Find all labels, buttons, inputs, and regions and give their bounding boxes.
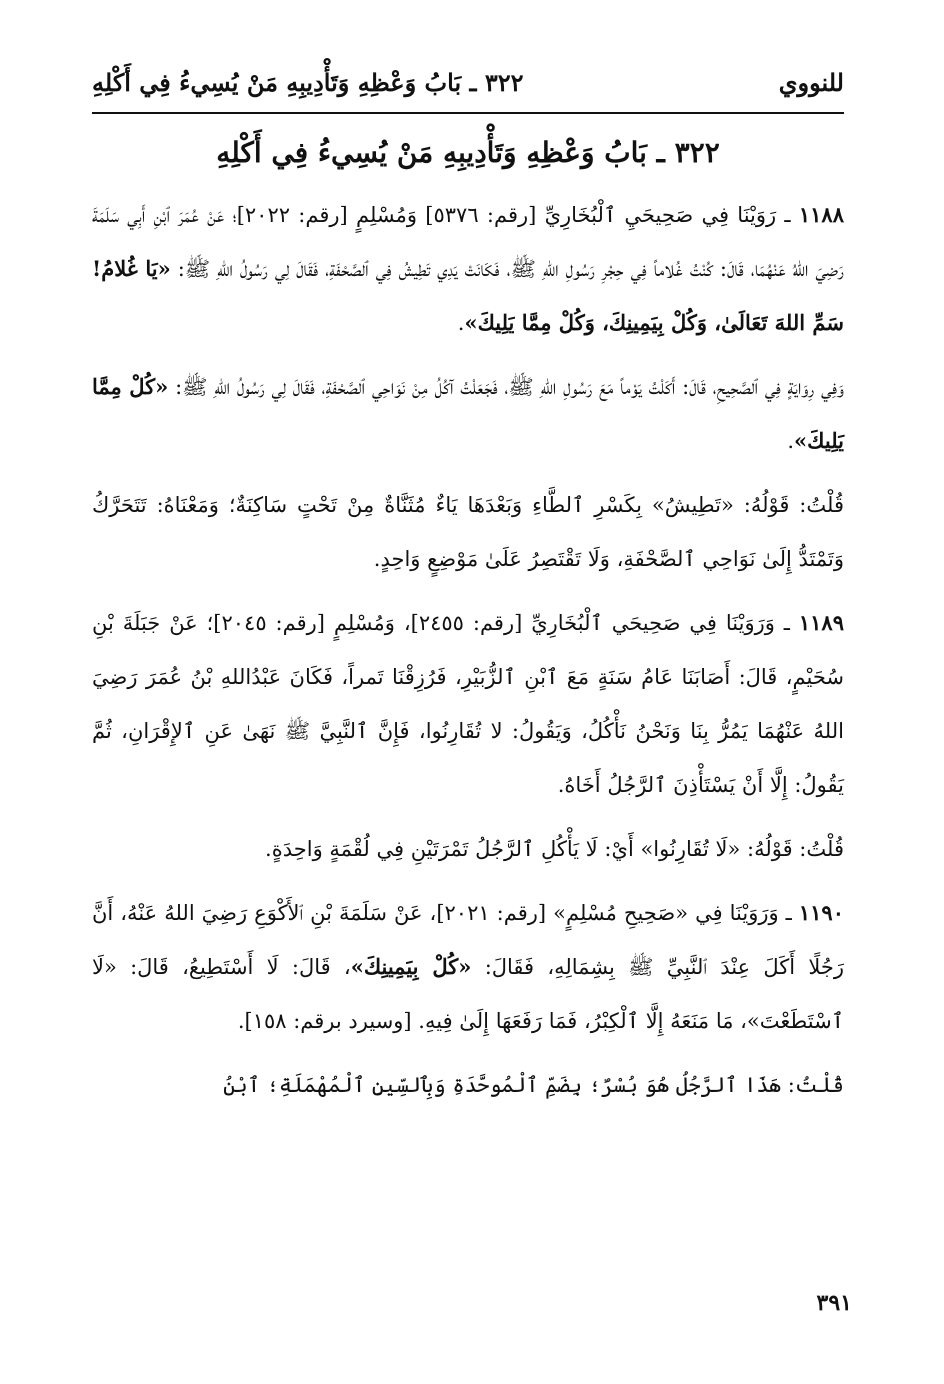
- header-chapter: ٣٢٢ ـ بَابُ وَعْظِهِ وَتَأْدِيبِهِ مَنْ يُسِيءُ فِي أَكْلِهِ: [92, 68, 524, 97]
- paragraph-text: قُلْتُ: قَوْلُهُ: «تَطِيشُ» بِكَسْرِ ٱلطَّاءِ وَبَعْدَهَا يَاءٌ مُثَنَّاةٌ مِنْ تَحْتٍ سَاكِنَةٌ؛ وَمَعْنَاهُ: تَتَحَرَّكُ وَتَمْتَدُّ إِلَىٰ نَوَاحِي ٱلصَّحْفَةِ، وَلَا تَقْتَصِرُ عَلَىٰ مَوْضِعٍ وَاحِدٍ.: [92, 493, 844, 571]
- paragraph-text: قُلْتُ: هَذَا ٱلرَّجُلُ هُوَ بُسْرٌ؛ بِضَمِّ ٱلْمُوحَّدَةِ وَبِٱلسِّينِ ٱلْمُهْمَلَةِ؛ ٱبْنُ: [223, 1073, 844, 1097]
- paragraph-tail: .: [787, 429, 795, 453]
- narration-variant: [92, 360, 844, 468]
- paragraph-quote: «كُلْ مِمَّا يَلِيكَ»: [92, 374, 844, 453]
- paragraph-text: قُلْتُ: قَوْلُهُ: «لَا تُقَارِنُوا» أَيْ: لَا يَأْكُلِ ٱلرَّجُلُ تَمْرَتَيْنِ فِي لُقْمَةٍ وَاحِدَةٍ.: [265, 837, 844, 861]
- header-rule: [92, 112, 844, 114]
- commentary-tatish: [92, 478, 844, 586]
- hadith-number: ١١٨٩: [798, 610, 844, 635]
- paragraph-tail: .: [457, 311, 465, 335]
- paragraph-quote: «كُلْ بِيَمِينِكَ»: [350, 954, 472, 979]
- paragraph-text: ـ رَوَيْنَا فِي صَحِيحَيِ ٱلْبُخَارِيِّ [رقم: ٥٣٧٦] وَمُسْلِمٍ [رقم: ٢٠٢٢]؛ عَنْ عُمَرَ ٱبْنِ أَبِي سَلَمَةَ رَضِيَ اللهُ عَنْهُمَا، قَالَ: كُنْتُ غُلاماً فِي حِجْرِ رَسُولِ اللهِ ﷺ، فَكَانَتْ يَدِي تَطِيشُ فِي ٱلصَّحْفَةِ، فَقَالَ لِي رَسُولُ اللهِ ﷺ:: [92, 203, 844, 281]
- paragraph-tail: ، قَالَ: لَا أَسْتَطِيعُ، قَالَ: «لَا ٱسْتَطَعْتَ»، مَا مَنَعَهُ إِلَّا ٱلْكِبْرُ، فَمَا رَفَعَهَا إِلَىٰ فِيهِ. [وسيرد برقم: ١٥٨].: [92, 955, 844, 1033]
- paragraph-quote: «يَا غُلامُ! سَمِّ اللهَ تَعَالَىٰ، وَكُلْ بِيَمِينِكَ، وَكُلْ مِمَّا يَلِيكَ»: [92, 256, 844, 335]
- paragraph-text: ـ وَرَوَيْنَا فِي «صَحِيحِ مُسْلِمٍ» [رقم: ٢٠٢١]، عَنْ سَلَمَةَ بْنِ ٱلأَكْوَعِ رَضِيَ اللهُ عَنْهُ، أَنَّ رَجُلًا أَكَلَ عِنْدَ ٱلنَّبِيِّ ﷺ بِشِمَالِهِ، فَقَالَ:: [92, 901, 845, 979]
- header-author: للنووي: [778, 68, 844, 97]
- commentary-busr: [92, 1058, 844, 1112]
- running-header: [92, 58, 844, 108]
- chapter-title: ٣٢٢ ـ بَابُ وَعْظِهِ وَتَأْدِيبِهِ مَنْ يُسِيءُ فِي أَكْلِهِ: [216, 136, 720, 169]
- book-page: [92, 58, 844, 1122]
- hadith-1188: [92, 188, 844, 350]
- paragraph-text: ـ وَرَوَيْنَا فِي صَحِيحَي ٱلْبُخَارِيِّ [رقم: ٢٤٥٥]، وَمُسْلِمٍ [رقم: ٢٠٤٥]؛ عَنْ جَبَلَةَ بْنِ سُحَيْمٍ، قَالَ: أَصَابَنَا عَامُ سَنَةٍ مَعَ ٱبْنِ ٱلزُّبَيْرِ، فَرُزِقْنَا تَمراً، فَكَانَ عَبْدُاللهِ بْنُ عُمَرَ رَضِيَ اللهُ عَنْهُمَا يَمُرُّ بِنَا وَنَحْنُ نَأْكُلُ، وَيَقُولُ: لا تُقَارِنُوا، فَإِنَّ ٱلنَّبِيَّ ﷺ نَهَىٰ عَنِ ٱلإِقْرَانِ، ثُمَّ يَقُولُ: إِلَّا أَنْ يَسْتَأْذِنَ ٱلرَّجُلُ أَخَاهُ.: [92, 611, 844, 797]
- hadith-number: ١١٨٨: [798, 202, 844, 227]
- paragraph-text: وَفِي رِوَايَةٍ فِي ٱلصَّحِيحِ، قَالَ: أَكَلْتُ يَوْماً مَعَ رَسُولِ اللهِ ﷺ، فَجَعَلْتُ آكُلُ مِنْ نَوَاحِي ٱلصَّحْفَةِ، فَقَالَ لِي رَسُولُ اللهِ ﷺ:: [168, 375, 845, 399]
- hadith-number: ١١٩٠: [798, 900, 844, 925]
- hadith-1190: [92, 886, 844, 1048]
- commentary-tuqarinu: [92, 822, 844, 876]
- page-number: ٣٩١: [816, 1290, 852, 1316]
- hadith-1189: [92, 596, 844, 812]
